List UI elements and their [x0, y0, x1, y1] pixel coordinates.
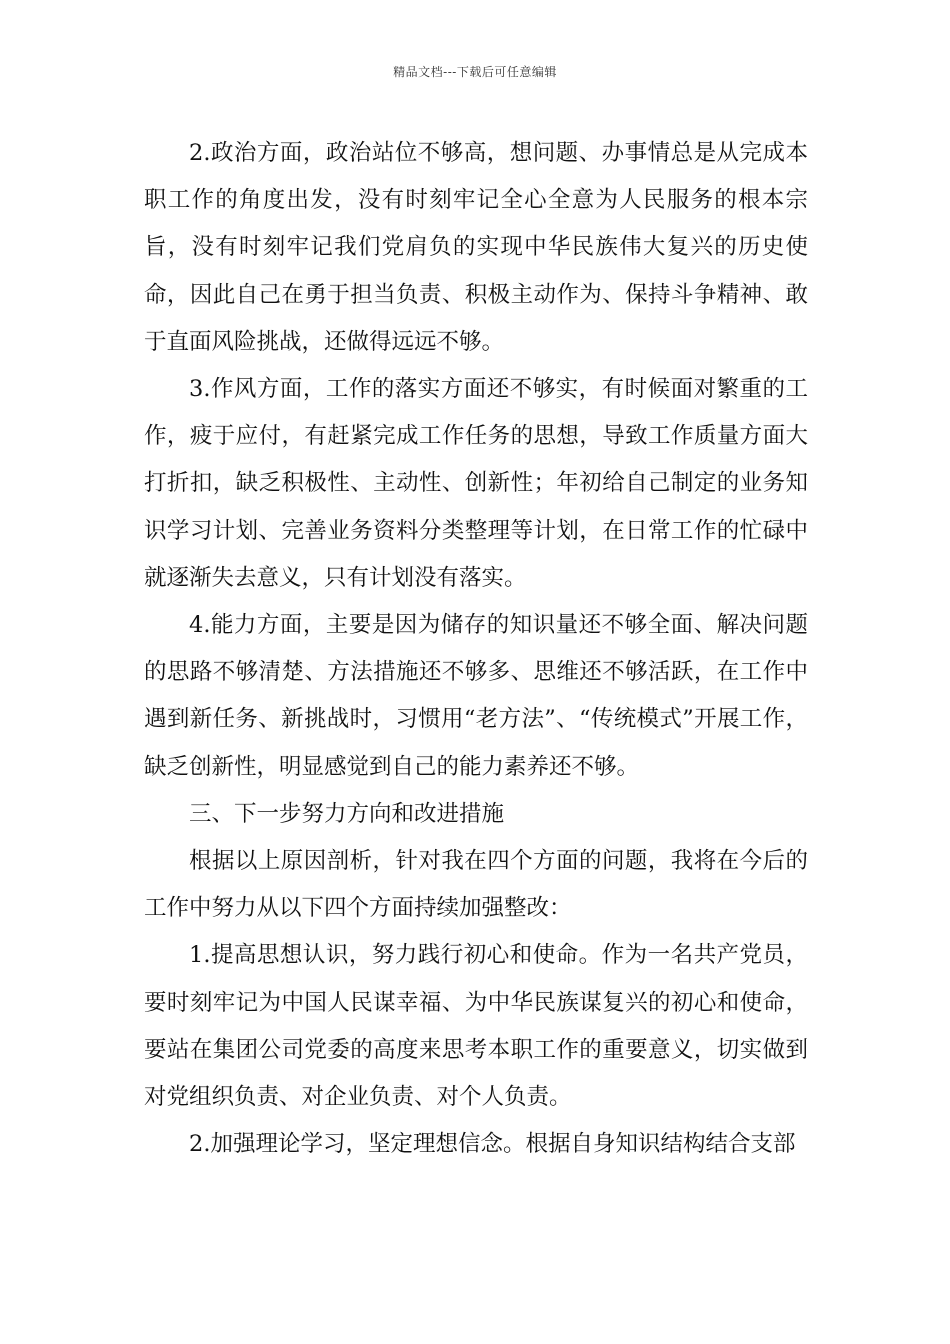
document-body — [144, 130, 808, 1168]
paragraph-measure-2: 2.加强理论学习，坚定理想信念。根据自身知识结构结合支部 — [189, 1131, 796, 1158]
paragraph-intro: 根据以上原因剖析，针对我在四个方面的问题，我将在今后的工作中努力从以下四个方面持续加强整改： — [144, 848, 808, 922]
paragraph-ability: 4.能力方面，主要是因为储存的知识量还不够全面、解决问题的思路不够清楚、方法措施还不够多、思维还不够活跃，在工作中遇到新任务、新挑战时，习惯用“老方法”、“传统模式”开展工作，缺乏创新性，明显感觉到自己的能力素养还不够。 — [144, 612, 808, 780]
page-header: 精品文档---下载后可任意编辑 — [393, 65, 557, 79]
paragraph-political: 2.政治方面，政治站位不够高，想问题、办事情总是从完成本职工作的角度出发，没有时刻牢记全心全意为人民服务的根本宗旨，没有时刻牢记我们党肩负的实现中华民族伟大复兴的历史使命，因此自己在勇于担当负责、积极主动作为、保持斗争精神、敢于直面风险挑战，还做得远远不够。 — [144, 140, 808, 355]
paragraph-measure-1: 1.提高思想认识，努力践行初心和使命。作为一名共产党员，要时刻牢记为中国人民谋幸福、为中华民族谋复兴的初心和使命，要站在集团公司党委的高度来思考本职工作的重要意义，切实做到对党组织负责、对企业负责、对个人负责。 — [144, 942, 808, 1111]
paragraph-work-style: 3.作风方面，工作的落实方面还不够实，有时候面对繁重的工作，疲于应付，有赶紧完成工作任务的思想，导致工作质量方面大打折扣，缺乏积极性、主动性、创新性；年初给自己制定的业务知识学习计划、完善业务资料分类整理等计划，在日常工作的忙碌中就逐渐失去意义，只有计划没有落实。 — [144, 376, 808, 591]
section-heading-next-steps: 三、下一步努力方向和改进措施 — [189, 800, 505, 827]
